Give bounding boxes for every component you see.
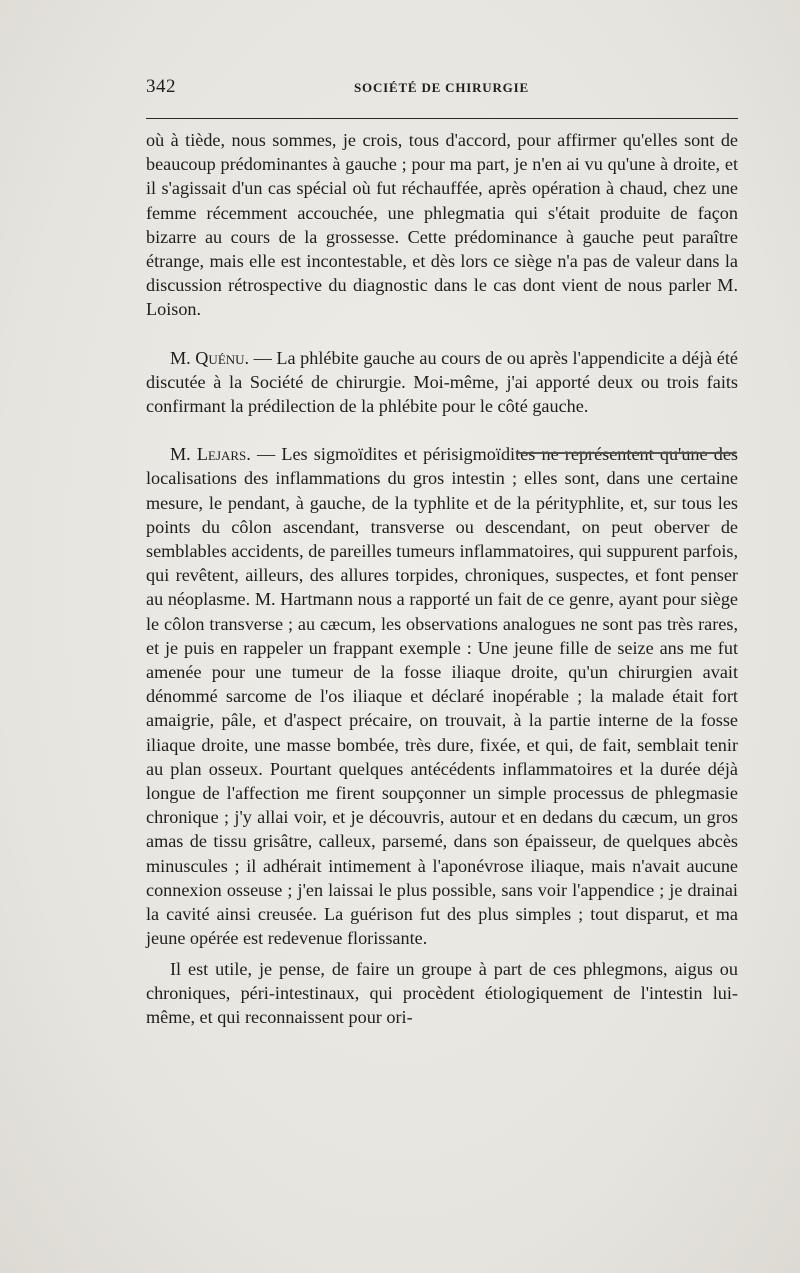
paragraph-text: — Les sigmoïdites et périsigmoïdites ne représentent qu'une des localisations des inflammations du gros intestin ; elles sont, dans une certaine mesure, le pendant, à gauche, de la typhlite et de la pérityphlite, et, sur tous les points du côlon ascendant, transverse ou descendant, on peut oberver de semblables accidents, de pareilles tumeurs inflammatoires, qui suppurent parfois, qui revêtent, ailleurs, des allures torpides, chroniques, suspectes, et font penser au néoplasme. M. Hartmann nous a rapporté un fait de ce genre, ayant pour siège le côlon transverse ; au cæcum, les observations analogues ne sont pas très rares, et je puis en rappeler un frappant exemple : Une jeune fille de seize ans me fut amenée pour une tumeur de la fosse iliaque droite, qu'un chirurgien avait dénommé sarcome de l'os iliaque et déclaré inopérable ; la malade était fort amaigrie, pâle, et d'aspect précaire, on trouvait, à la partie interne de la fosse iliaque droite, une masse bombée, très dure, fixée, et qui, de fait, semblait tenir au plan osseux. Pourtant quelques antécédents inflammatoires et la durée déjà longue de l'affection me firent soupçonner un simple processus de phlegmasie chronique ; j'y allai voir, et je découvris, autour et en dedans du cæcum, un gros amas de tissu grisâtre, calleux, parsemé, dans son épaisseur, de quelques abcès minuscules ; il adhérait intimement à l'aponévrose iliaque, mais n'avait aucune connexion osseuse ; j'en laissai le plus possible, sans voir l'appendice ; je drainai la cavité ainsi creusée. La guérison fut des plus simples ; tout disparut, et ma jeune opérée est redevenue florissante. [146, 444, 738, 949]
body-text [146, 128, 738, 1029]
header-rule [146, 118, 738, 119]
paragraph-text: — La phlébite gauche au cours de ou après l'appendicite a déjà été discutée à la Société de chirurgie. Moi-même, j'ai apporté deux ou trois faits confirmant la prédilection de la phlébite pour le côté gauche. [146, 347, 738, 417]
paragraph-lejars [146, 442, 738, 950]
speaker-name: M. Lejars. [170, 444, 251, 465]
running-title: SOCIÉTÉ DE CHIRURGIE [354, 80, 529, 95]
page-header [146, 76, 738, 100]
paragraph-continuation [146, 128, 738, 322]
speaker-name: M. Quénu. [170, 347, 250, 368]
paragraph-closing [146, 957, 738, 1030]
page-number: 342 [146, 76, 176, 97]
pencil-underline-mark [516, 452, 736, 454]
paragraph-text: Il est utile, je pense, de faire un groupe à part de ces phlegmons, aigus ou chroniques, péri-intestinaux, qui procèdent étiologiquement de l'intestin lui-même, et qui reconnaissent pour ori- [146, 958, 738, 1027]
paragraph-quenu [146, 346, 738, 419]
paragraph-text: où à tiède, nous sommes, je crois, tous d'accord, pour affirmer qu'elles sont de beaucoup prédominantes à gauche ; pour ma part, je n'en ai vu qu'une à droite, et il s'agissait d'un cas spécial où fut réchauffée, après opération à chaud, chez une femme récemment accouchée, une phlegmatia qui s'était produite de façon bizarre au cours de la grossesse. Cette prédominance à gauche peut paraître étrange, mais elle est incontestable, et dès lors ce siège n'a pas de valeur dans la discussion rétrospective du diagnostic dans le cas dont vient de nous parler M. Loison. [146, 130, 738, 320]
